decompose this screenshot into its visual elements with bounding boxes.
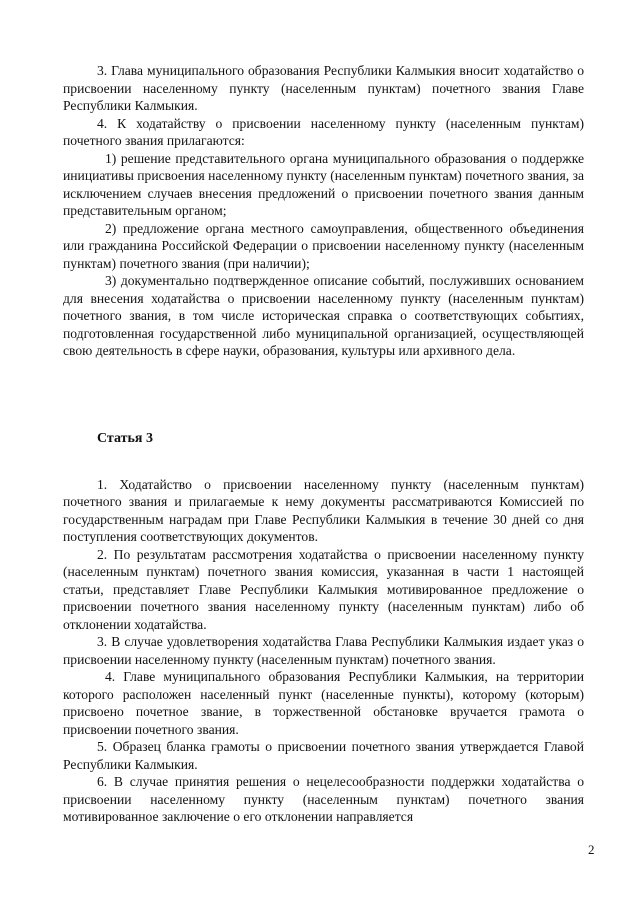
paragraph-3: 3. Глава муниципального образования Республики Калмыкия вносит ходатайство о присвоении населенному пункту (населенным пунктам) почетного звания Главе Республики Калмыкия. [63,63,584,113]
article-paragraph-4: 4. Главе муниципального образования Республики Калмыкия, на территории которого расположен населенный пункт (населенные пункты), которому (которым) присвоено почетное звание, в торжественной обстановке вручается грамота о присвоении почетного звания. [63,669,584,737]
page-number: 2 [588,842,595,857]
article-paragraph-5: 5. Образец бланка грамоты о присвоении почетного звания утверждается Главой Республики Калмыкия. [63,739,584,772]
list-item-2: 2) предложение органа местного самоуправления, общественного объединения или гражданина Российской Федерации о присвоении населенному пункту (населенным пунктам) почетного звания (при наличии); [63,220,584,271]
document-body [63,62,584,826]
list-item-3: 3) документально подтвержденное описание событий, послуживших основанием для внесения ходатайства о присвоении населенному пункту (населенным пунктам) почетного звания, в том числе историческая справка о соответствующих событиях, подготовленная государственной либо муниципальной организацией, осуществляющей свою деятельность в сфере науки, образования, культуры или архивного дела. [63,273,584,358]
article-paragraph-6: 6. В случае принятия решения о нецелесообразности поддержки ходатайства о присвоении населенному пункту (населенным пунктам) почетного звания мотивированное заключение о его отклонении направляется [63,774,584,824]
article-paragraph-1: 1. Ходатайство о присвоении населенному пункту (населенным пунктам) почетного звания и прилагаемые к нему документы рассматриваются Комиссией по государственным наградам при Главе Республики Калмыкия в течение 30 дней со дня поступления соответствующих документов. [63,476,584,544]
list-item-1: 1) решение представительного органа муниципального образования о поддержке инициативы присвоения населенному пункту (населенным пунктам) почетного звания, за исключением случаев внесения предложений о присвоении почетного звания данным представительным органом; [63,150,584,218]
article-paragraph-2: 2. По результатам рассмотрения ходатайства о присвоении населенному пункту (населенным пунктам) почетного звания комиссия, указанная в части 1 настоящей статьи, представляет Главе Республики Калмыкия мотивированное предложение о присвоении почетного звания населенному пункту (населенным пунктам) либо об отклонении ходатайства. [63,546,584,632]
article-heading: Статья 3 [97,430,153,446]
heading-spacer [63,448,584,476]
paragraph-4: 4. К ходатайству о присвоении населенному пункту (населенным пунктам) почетного звания прилагаются: [63,115,584,148]
article-paragraph-3: 3. В случае удовлетворения ходатайства Глава Республики Калмыкия издает указ о присвоении населенному пункту (населенным пунктам) почетного звания. [63,634,584,667]
